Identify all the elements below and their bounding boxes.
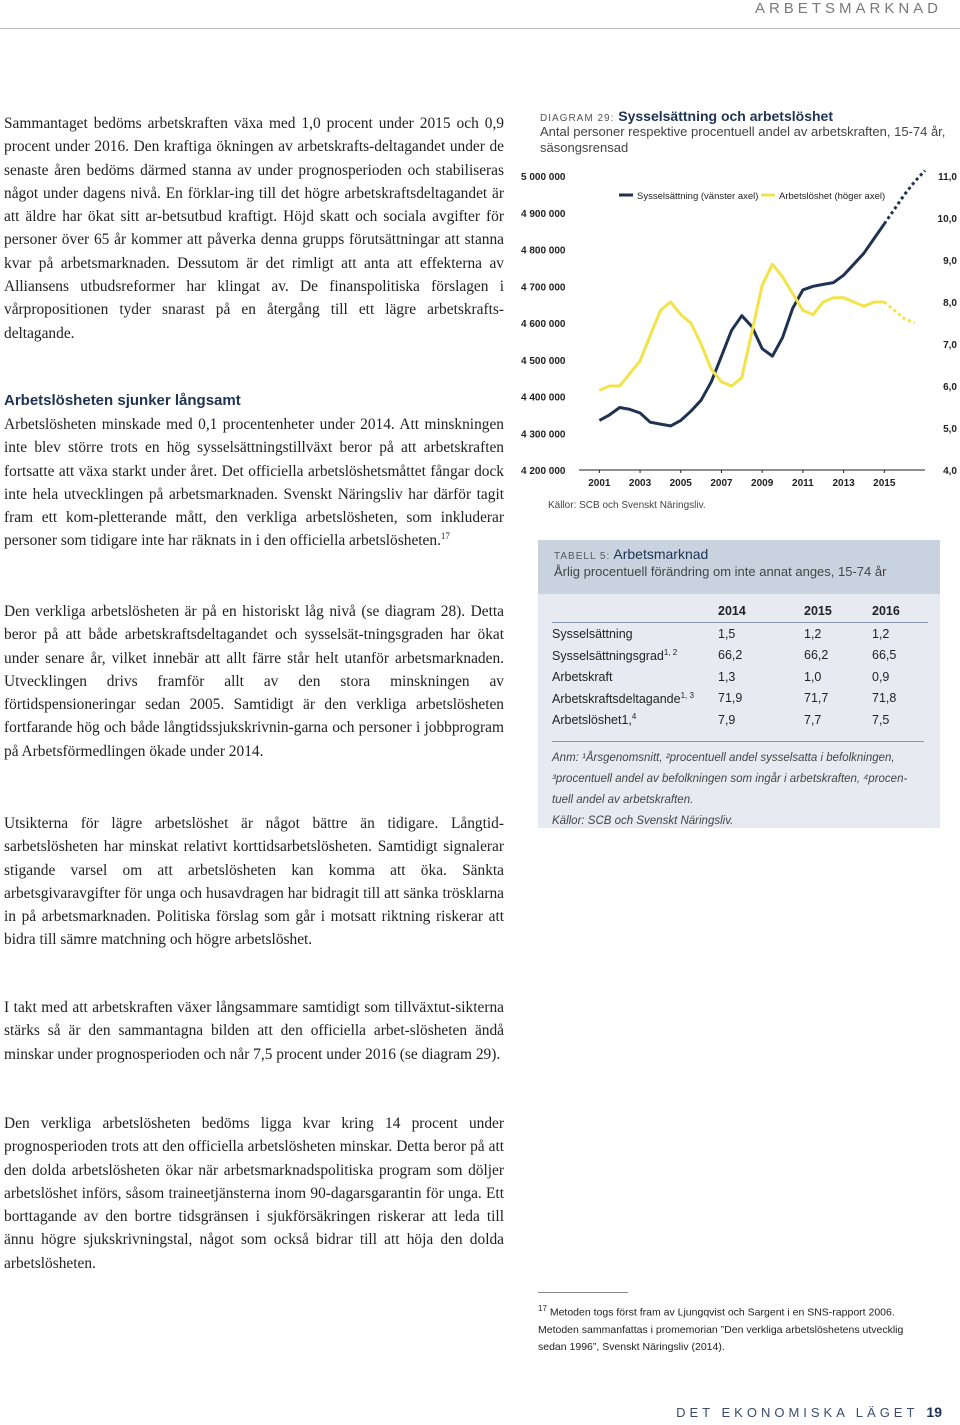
- x-tick-label: 2003: [628, 478, 652, 489]
- footnote: [538, 1300, 938, 1356]
- row-label-text: Arbetskraft: [552, 670, 613, 685]
- table-note-rule: [552, 741, 924, 742]
- page-footer: [676, 1404, 942, 1420]
- y-right-tick-label: 8,0: [943, 298, 957, 309]
- y-left-tick-label: 4 700 000: [521, 282, 566, 294]
- y-left-tick-label: 4 600 000: [521, 319, 566, 330]
- diagram-title: Sysselsättning och arbetslöshet: [618, 108, 833, 124]
- diagram-number: DIAGRAM 29:: [540, 113, 615, 124]
- line-chart: [517, 162, 957, 498]
- y-left-tick-label: 4 300 000: [521, 429, 566, 441]
- series-projection-employment: [884, 171, 925, 224]
- table-note-line: Anm: ¹Årsgenomsnitt, ²procentuell andel sysselsatta i befolkningen,: [552, 751, 895, 764]
- table-note-line: ³procentuell andel av befolkningen som ingår i arbetskraften, ⁴procen-: [552, 772, 908, 785]
- table-row: [552, 666, 928, 688]
- cell: 1,2: [804, 626, 822, 641]
- cell: 7,7: [804, 712, 822, 727]
- row-label: [552, 666, 718, 688]
- x-tick-label: 2005: [669, 478, 692, 489]
- table-number: TABELL 5:: [554, 551, 611, 562]
- paragraph-2-text: Arbetslösheten minskade med 0,1 procentenheter under 2014. Att minskningen inte blev större trots en hög sysselsättningstillväxt beror på att arbetskraften fortsatte att växa starkt under året. Det officiella arbetslöshetsmåttet fångar dock inte hela utvecklingen på arbetsmarknaden. Svenskt Näringsliv har därför tagit fram ett kom-pletterande mått, den verkliga arbetslösheten, som inkluderar personer som tidigare inte har räknats in i den officiella arbetslösheten.: [4, 416, 504, 550]
- row-label-sup: 1, 3: [680, 690, 694, 700]
- table-header: [538, 540, 940, 594]
- series-projection-unemployment: [884, 302, 915, 323]
- row-label: [552, 688, 718, 710]
- col-header-2016: 2016: [872, 600, 928, 623]
- table-row: [552, 709, 928, 731]
- y-right-tick-label: 10,0: [937, 214, 957, 225]
- row-label-text: Sysselsättning: [552, 627, 633, 642]
- footnote-number: 17: [538, 1304, 547, 1313]
- row-label-text: Sysselsättningsgrad: [552, 648, 664, 663]
- row-label: [552, 709, 718, 731]
- row-label-sup: 1, 2: [663, 647, 678, 657]
- y-right-tick-label: 9,0: [943, 256, 957, 267]
- table-row: [552, 645, 928, 667]
- y-right-tick-label: 5,0: [943, 424, 957, 435]
- y-left-tick-label: 4 500 000: [521, 355, 566, 367]
- row-label-sup: 4: [631, 712, 637, 722]
- section-heading: Arbetslösheten sjunker långsamt: [4, 392, 241, 409]
- paragraph-6: Den verkliga arbetslösheten bedöms ligga kvar kring 14 procent under prognosperioden trots att den officiella arbetslösheten minskar. Detta beror på att den dolda arbetslösheten ökar när arbetsmarknadspolitiska program som döljer arbetslöshet införs, såsom traineetjänsterna inom 90-dagarsgarantin för unga. Ett borttagande av den bortre tidsgränsen i sjukförsäkringen riskerar att leda till ännu högre sjukskrivningstal, något som också bidrar till att höja den dolda arbetslösheten.: [4, 1115, 504, 1272]
- diagram-title-line: [540, 108, 958, 124]
- legend-label-unemployment: Arbetslöshet (höger axel): [779, 191, 886, 202]
- paragraph-1: Sammantaget bedöms arbetskraften växa med 1,0 procent under 2015 och 0,9 procent under 2016. Den kraftiga ökningen av arbetskrafts-deltagandet under de senaste åren bedöms därmed stanna av under prognosperioden och stabiliseras något under dagens nivå. En förklar-ing till det högre arbetskraftsdeltagandet är att äldre har ökat sitt ar-betsutbud kraftigt. Höjd skatt och sociala avgifter för personer över 65 år kommer att påverka denna grupps förutsättningar att stanna kvar på arbetsmarknaden. Dessutom är det rimligt att anta att effekterna av Alliansens utbudsreformer har klingat av. De finanspolitiska förslagen i vårpropositionen tyder snarast på en återgång till ett lägre arbetskrafts-deltagande.: [4, 115, 504, 342]
- x-tick-label: 2015: [873, 478, 896, 489]
- y-right-tick-label: 7,0: [943, 340, 957, 351]
- col-header-blank: [552, 600, 718, 623]
- cell: 1,3: [718, 669, 736, 684]
- table-title-line: [554, 546, 926, 562]
- paragraph-3-block: [4, 600, 504, 763]
- table-box: [538, 540, 940, 828]
- col-header-2014: 2014: [718, 600, 804, 623]
- footnote-line: [538, 1300, 938, 1322]
- x-tick-label: 2001: [588, 478, 611, 489]
- y-left-tick-label: 4 800 000: [521, 245, 566, 257]
- y-right-tick-label: 4,0: [943, 466, 957, 477]
- header-rule: [0, 28, 960, 29]
- cell: 66,2: [804, 648, 829, 663]
- table-source: Källor: SCB och Svenskt Näringsliv.: [552, 814, 734, 827]
- chart-source: Källor: SCB och Svenskt Näringsliv.: [548, 500, 706, 511]
- table-note: [552, 748, 926, 832]
- section-header: ARBETSMARKNAD: [754, 0, 942, 17]
- legend-label-employment: Sysselsättning (vänster axel): [637, 191, 759, 202]
- table-subtitle: Årlig procentuell förändring om inte annat anges, 15-74 år: [554, 564, 887, 579]
- row-label-text: Arbetskraftsdeltagande: [552, 691, 681, 706]
- footnote-ref: 17: [440, 531, 450, 542]
- table-header-row: [552, 600, 928, 623]
- cell: 71,8: [872, 691, 897, 706]
- paragraph-6-block: [4, 1112, 504, 1275]
- y-right-tick-label: 6,0: [943, 382, 957, 393]
- diagram-subtitle: Antal personer respektive procentuell andel av arbetskraften, 15-74 år, säsongsrensad: [540, 124, 946, 155]
- paragraph-4: Utsikterna för lägre arbetslöshet är något bättre än tidigare. Långtid-sarbetslösheten har minskat relativt korttidsarbetslösheten. Samtidigt signalerar stigande varsel om att arbetslösheten kan komma att öka. Sänkta arbetsgivaravgifter för unga och husavdragen har bidragit till att sänka trösklarna in på arbetsmarknaden. Politiska förslag som går i motsatt riktning riskerar att bidra till sämre matchning och högre arbetslöshet.: [4, 815, 504, 949]
- cell: 66,2: [718, 648, 743, 663]
- diagram-caption: [540, 108, 958, 156]
- cell: 1,5: [718, 626, 736, 641]
- x-tick-label: 2009: [751, 478, 774, 489]
- row-label: [552, 623, 718, 645]
- paragraph-2: [4, 413, 504, 553]
- series-line-unemployment: [599, 264, 884, 390]
- footnote-line: Metoden sammanfattas i promemorian ”Den verkliga arbetslöshetens utvecklig: [538, 1323, 904, 1336]
- cell: 71,9: [718, 691, 743, 706]
- table-title: Arbetsmarknad: [613, 546, 709, 562]
- cell: 0,9: [872, 669, 890, 684]
- x-tick-label: 2013: [832, 478, 855, 489]
- row-label: [552, 645, 718, 667]
- data-table: [552, 600, 928, 731]
- paragraph-5-block: [4, 996, 504, 1066]
- y-left-tick-label: 4 400 000: [521, 392, 566, 404]
- col-header-2015: 2015: [804, 600, 872, 623]
- x-tick-label: 2007: [710, 478, 733, 489]
- series-line-employment: [599, 224, 884, 426]
- table-row: [552, 688, 928, 710]
- cell: 7,9: [718, 712, 736, 727]
- y-left-tick-label: 5 000 000: [521, 172, 566, 183]
- cell: 1,2: [872, 626, 890, 641]
- paragraph-3: Den verkliga arbetslösheten är på en historiskt låg nivå (se diagram 28). Detta beror på att både arbetskraftsdeltagandet och sysselsät-tningsgraden har ökat under senare år, vilket innebär att allt färre står helt utanför arbetsmarknaden. Utvecklingen drivs framför allt av den stora minskningen av förtidspensioneringar sedan 2005. Samtidigt är den verkliga arbetslösheten fortfarande hög och både långtidssjukskrivnin-garna och personer i jobbprogram på Arbetsförmedlingen ökade under 2014.: [4, 603, 504, 760]
- paragraph-1-block: [4, 112, 504, 345]
- paragraph-4-block: [4, 812, 504, 952]
- cell: 7,5: [872, 712, 890, 727]
- cell: 71,7: [804, 691, 829, 706]
- y-left-tick-label: 4 200 000: [521, 466, 566, 477]
- y-left-tick-label: 4 900 000: [521, 208, 566, 220]
- footnote-text: Metoden togs först fram av Ljungqvist och Sargent i en SNS-rapport 2006.: [549, 1306, 895, 1319]
- paragraph-5: I takt med att arbetskraften växer långsammare samtidigt som tillväxtut-sikterna stärks så är den sammantagna bilden att den officiella arbet-slösheten ändå minskar under prognosperioden och når 7,5 procent under 2016 (se diagram 29).: [4, 999, 504, 1063]
- row-label-text: Arbetslöshet1,: [552, 713, 632, 728]
- page-number: 19: [926, 1404, 942, 1420]
- footnote-rule: [538, 1292, 628, 1293]
- x-tick-label: 2011: [792, 478, 814, 489]
- running-title: DET EKONOMISKA LÄGET: [676, 1405, 919, 1420]
- section-block: [4, 392, 504, 553]
- table-note-line: tuell andel av arbetskraften.: [552, 793, 694, 806]
- y-right-tick-label: 11,0: [938, 172, 957, 183]
- cell: 66,5: [872, 648, 897, 663]
- cell: 1,0: [804, 669, 822, 684]
- footnote-line: sedan 1996”, Svenskt Näringsliv (2014).: [538, 1340, 725, 1353]
- table-row: [552, 623, 928, 645]
